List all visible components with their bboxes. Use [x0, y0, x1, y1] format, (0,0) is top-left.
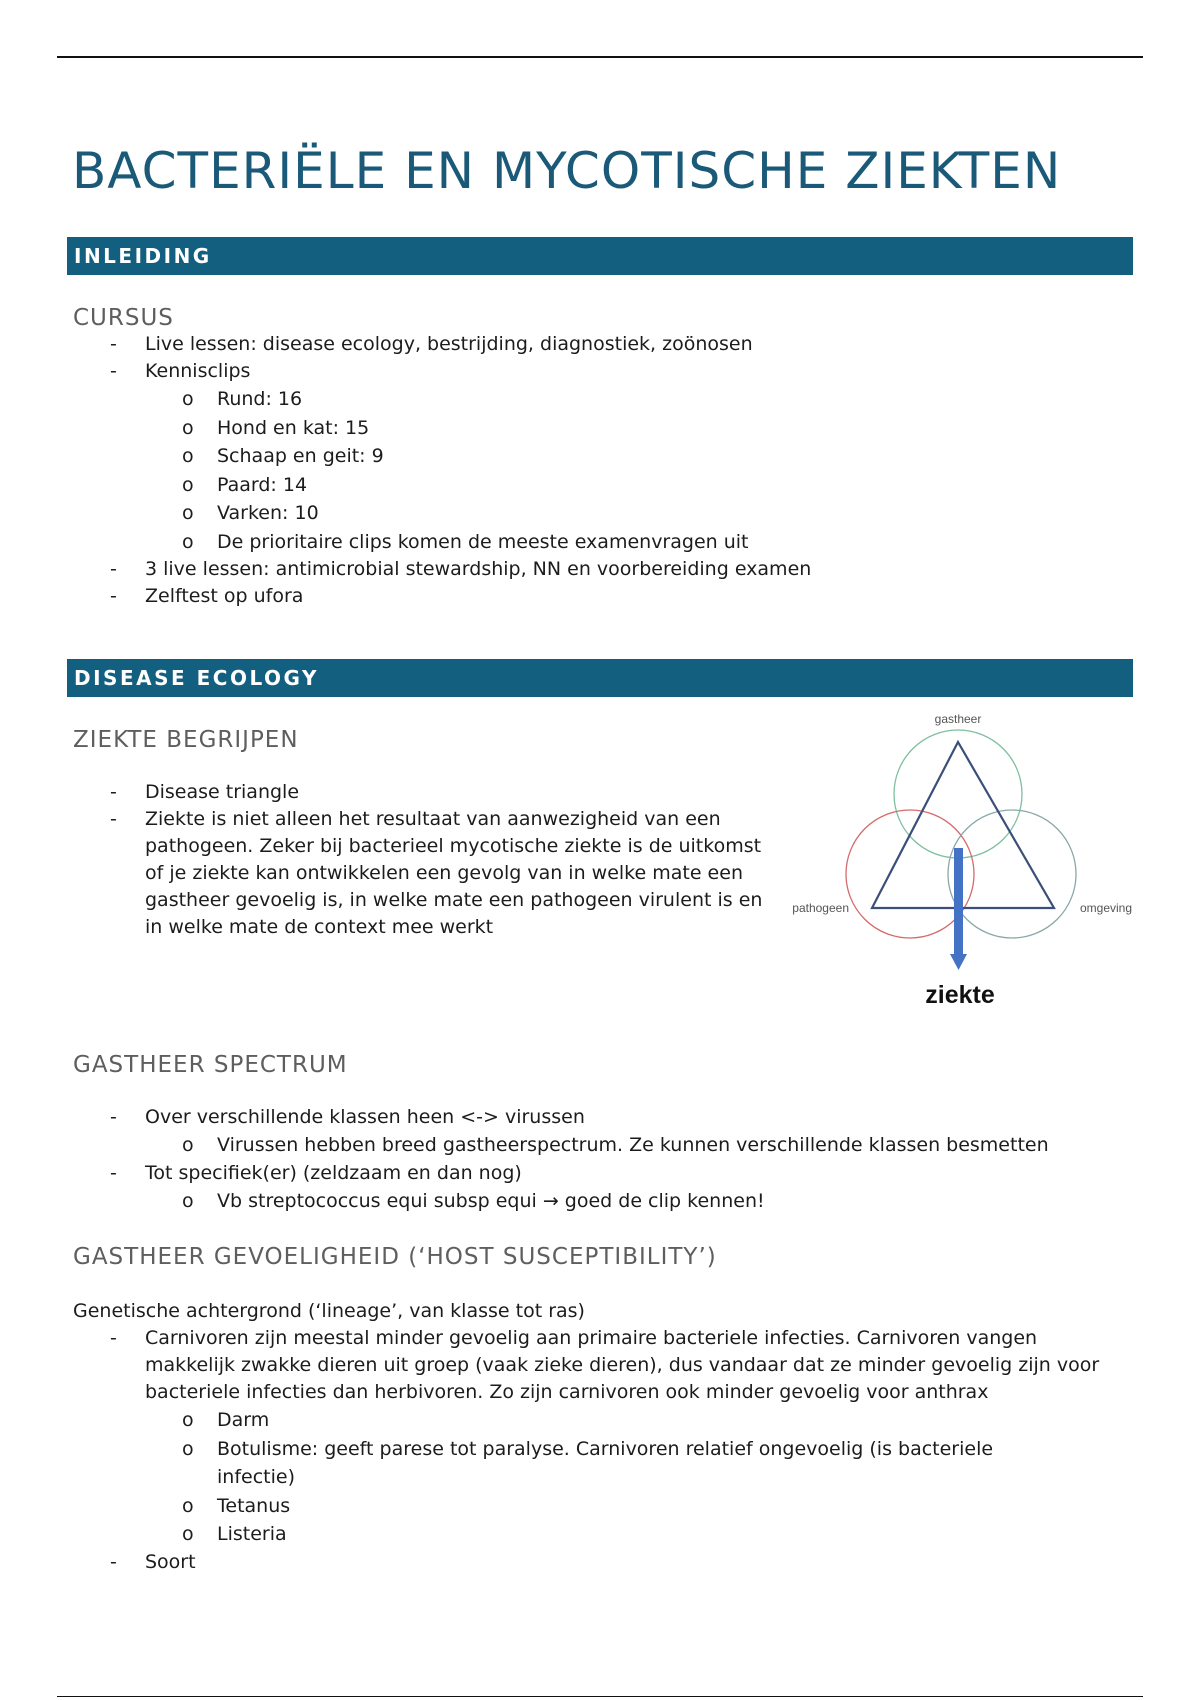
list-item: - Zelftest op ufora — [0, 583, 811, 610]
sub-list-item: o Hond en kat: 15 — [0, 414, 811, 443]
section-band-disease-ecology: DISEASE ECOLOGY — [67, 659, 1133, 697]
subheading-ziekte-begrijpen: ZIEKTE BEGRIJPEN — [73, 727, 299, 753]
list-item: - Live lessen: disease ecology, bestrijding, diagnostiek, zoönosen — [0, 331, 811, 358]
subheading-gastheer-spectrum: GASTHEER SPECTRUM — [73, 1052, 348, 1078]
sub-list-item: o Botulisme: geeft parese tot paralyse. Carnivoren relatief ongevoelig (is bacteriele infectie) — [0, 1435, 1067, 1492]
gastheer-spectrum-list — [0, 1104, 1049, 1215]
list-item: - Carnivoren zijn meestal minder gevoelig aan primaire bacteriele infecties. Carnivoren vangen makkelijk zwakke dieren uit groep (vaak zieke dieren), dus vandaar dat ze minder gevoelig zijn voor bacteriele infecties dan herbivoren. Zo zijn carnivoren ook minder gevoelig voor anthrax — [0, 1325, 1125, 1406]
list-item: - Disease triangle — [0, 779, 765, 806]
sub-list-item: o Paard: 14 — [0, 471, 811, 500]
section-band-inleiding: INLEIDING — [67, 237, 1133, 275]
list-item: - Over verschillende klassen heen <-> virussen — [0, 1104, 1049, 1131]
sub-list-item: o Darm — [0, 1406, 1125, 1435]
gastheer-gevoeligheid-list — [0, 1325, 1125, 1576]
label-ziekte: ziekte — [925, 981, 995, 1009]
sub-list-item: o Rund: 16 — [0, 385, 811, 414]
genetische-achtergrond-text: Genetische achtergrond (‘lineage’, van klasse tot ras) — [73, 1300, 585, 1322]
list-item: - Soort — [0, 1549, 1125, 1576]
sub-list-item: o Virussen hebben breed gastheerspectrum. Ze kunnen verschillende klassen besmetten — [0, 1131, 1049, 1160]
header-rule — [57, 56, 1143, 58]
footer-rule — [57, 1696, 1143, 1697]
ziekte-begrijpen-list — [0, 779, 765, 941]
sub-list-item: o Tetanus — [0, 1492, 1125, 1521]
label-gastheer: gastheer — [934, 712, 982, 726]
list-item: - Kennisclips — [0, 358, 811, 385]
label-pathogeen: pathogeen — [792, 901, 849, 915]
subheading-gastheer-gevoeligheid: GASTHEER GEVOELIGHEID (‘HOST SUSCEPTIBILITY’) — [73, 1244, 717, 1270]
list-item: - Tot specifiek(er) (zeldzaam en dan nog) — [0, 1160, 1049, 1187]
sub-list-item: o Vb streptococcus equi subsp equi → goed de clip kennen! — [0, 1187, 1049, 1216]
arrow-head — [950, 954, 967, 970]
disease-triangle-diagram — [780, 708, 1160, 1028]
sub-list-item: o Varken: 10 — [0, 499, 811, 528]
document-title: BACTERIËLE EN MYCOTISCHE ZIEKTEN — [72, 142, 1062, 200]
arrow-shaft — [954, 848, 963, 956]
list-item: - 3 live lessen: antimicrobial stewardship, NN en voorbereiding examen — [0, 556, 811, 583]
sub-list-item: o Schaap en geit: 9 — [0, 442, 811, 471]
list-item: - Ziekte is niet alleen het resultaat van aanwezigheid van een pathogeen. Zeker bij bacterieel mycotische ziekte is de uitkomst of je ziekte kan ontwikkelen een gevolg van in welke mate een gastheer gevoelig is, in welke mate een pathogeen virulent is en in welke mate de context mee werkt — [0, 806, 765, 941]
label-omgeving: omgeving — [1080, 901, 1133, 915]
sub-list-item: o Listeria — [0, 1520, 1125, 1549]
subheading-cursus: CURSUS — [73, 305, 174, 331]
sub-list-item: o De prioritaire clips komen de meeste examenvragen uit — [0, 528, 811, 557]
cursus-list — [0, 331, 811, 610]
